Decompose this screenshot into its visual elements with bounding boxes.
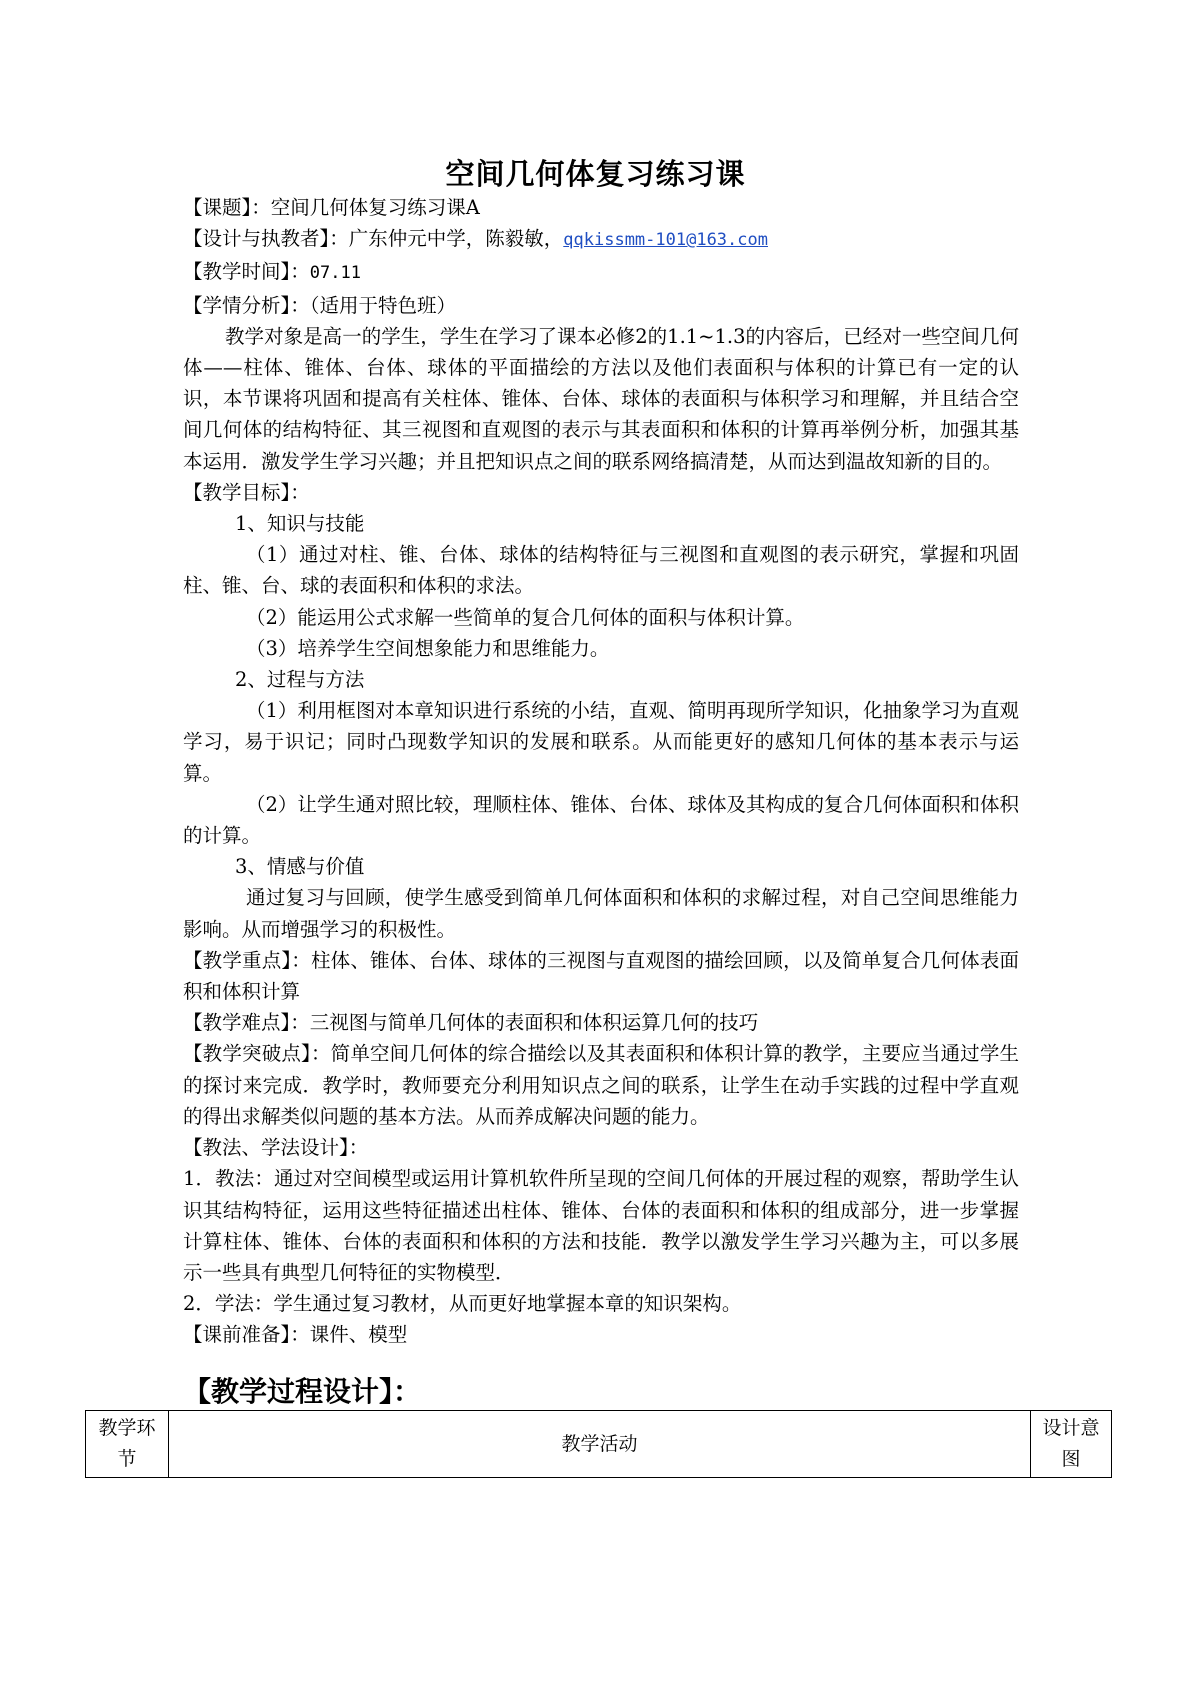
objective-1-3: （3）培养学生空间想象能力和思维能力。	[246, 636, 610, 660]
method-1: 1．教法：通过对空间模型或运用计算机软件所呈现的空间几何体的开展过程的观察，帮助学生认识其结构特征，运用这些特征描述出柱体、锥体、台体的表面积和体积的组成部分，进一步掌握计算柱体、锥体、台体的表面积和体积的方法和技能．教学以激发学生学习兴趣为主，可以多展示一些具有典型几何特征的实物模型．	[183, 1167, 1019, 1284]
objectives-label: 【教学目标】：	[183, 480, 310, 504]
objective-2-1: （1）利用框图对本章知识进行系统的小结，直观、简明再现所学知识，化抽象学习为直观学习，易于识记；同时凸现数学知识的发展和联系。从而能更好的感知几何体的基本表示与运算。	[183, 699, 1019, 785]
col-stage-header	[86, 1411, 169, 1478]
col-intent-line1: 设计意	[1042, 1417, 1100, 1439]
analysis-note: （适用于特色班）	[309, 293, 457, 317]
method-2: 2．学法：学生通过复习教材，从而更好地掌握本章的知识架构。	[183, 1292, 742, 1316]
topic-value: 空间几何体复习练习课A	[270, 196, 480, 219]
objective-2-2: （2）让学生通对照比较，理顺柱体、锥体、台体、球体及其构成的复合几何体面积和体积的计算。	[183, 792, 1019, 848]
time-line	[183, 256, 1019, 289]
time-label: 【教学时间】：	[183, 260, 310, 284]
difficulty-paragraph	[183, 1007, 1019, 1038]
col-stage-line2: 节	[117, 1448, 137, 1470]
objective-1-2: （2）能运用公式求解一些简单的复合几何体的面积与体积计算。	[246, 605, 805, 629]
process-heading: 【教学过程设计】：	[183, 1375, 422, 1408]
keypoint-paragraph	[183, 945, 1019, 1007]
analysis-line	[183, 290, 1019, 321]
breakthrough-text: 简单空间几何体的综合描绘以及其表面积和体积计算的教学，主要应当通过学生的探讨来完成．教学时，教师要充分利用知识点之间的联系，让学生在动手实践的过程中学直观的得出求解类似问题的基本方法。从而养成解决问题的能力。	[183, 1042, 1019, 1128]
email-link[interactable]: qqkissmm-101@163.com	[563, 230, 768, 251]
col-intent-header	[1031, 1411, 1112, 1478]
time-value: 07.11	[309, 263, 361, 284]
analysis-paragraph: 教学对象是高一的学生，学生在学习了课本必修2的1.1~1.3的内容后，已经对一些空间几何体——柱体、锥体、台体、球体的平面描绘的方法以及他们表面积与体积的计算已有一定的认识，本节课将巩固和提高有关柱体、锥体、台体、球体的表面积与体积学习和理解，并且结合空间几何体的结构特征、其三视图和直观图的表示与其表面积和体积的计算再举例分析，加强其基本运用．激发学生学习兴趣；并且把知识点之间的联系网络搞清楚，从而达到温故知新的目的。	[183, 324, 1019, 473]
designer-label: 【设计与执教者】：	[183, 227, 349, 251]
prep-label: 【课前准备】：	[183, 1323, 310, 1347]
topic-label: 【课题】：	[183, 196, 271, 219]
designer-value: 广东仲元中学，陈毅敏，	[348, 227, 564, 251]
method-label: 【教法、学法设计】：	[183, 1136, 369, 1160]
col-intent-line2: 图	[1061, 1448, 1081, 1470]
objective-section-1: 1、知识与技能	[235, 512, 365, 536]
keypoint-text: 柱体、锥体、台体、球体的三视图与直观图的描绘回顾，以及简单复合几何体表面积和体积计算	[183, 948, 1019, 1004]
col-stage-line1: 教学环	[98, 1417, 156, 1439]
difficulty-text: 三视图与简单几何体的表面积和体积运算几何的技巧	[309, 1011, 759, 1035]
prep-line	[183, 1319, 1019, 1350]
breakthrough-paragraph	[183, 1038, 1019, 1132]
keypoint-label: 【教学重点】：	[183, 948, 311, 972]
designer-line	[183, 223, 1019, 256]
analysis-label: 【学情分析】：	[183, 293, 310, 317]
objective-section-3: 3、情感与价值	[235, 855, 365, 879]
page-title: 空间几何体复习练习课	[445, 157, 746, 191]
prep-text: 课件、模型	[309, 1323, 408, 1347]
breakthrough-label: 【教学突破点】：	[183, 1042, 331, 1066]
objective-1-1: （1）通过对柱、锥、台体、球体的结构特征与三视图和直观图的表示研究，掌握和巩固柱、锥、台、球的表面积和体积的求法。	[183, 543, 1019, 598]
objective-3-1: 通过复习与回顾，使学生感受到简单几何体面积和体积的求解过程，对自己空间思维能力影响。从而增强学习的积极性。	[183, 886, 1019, 941]
document-body	[183, 192, 1019, 1351]
topic-line	[183, 192, 1019, 223]
col-activity-header: 教学活动	[169, 1411, 1031, 1478]
objective-section-2: 2、过程与方法	[235, 668, 365, 692]
table-header-row	[86, 1411, 1112, 1478]
process-table	[85, 1410, 1112, 1478]
difficulty-label: 【教学难点】：	[183, 1011, 310, 1035]
